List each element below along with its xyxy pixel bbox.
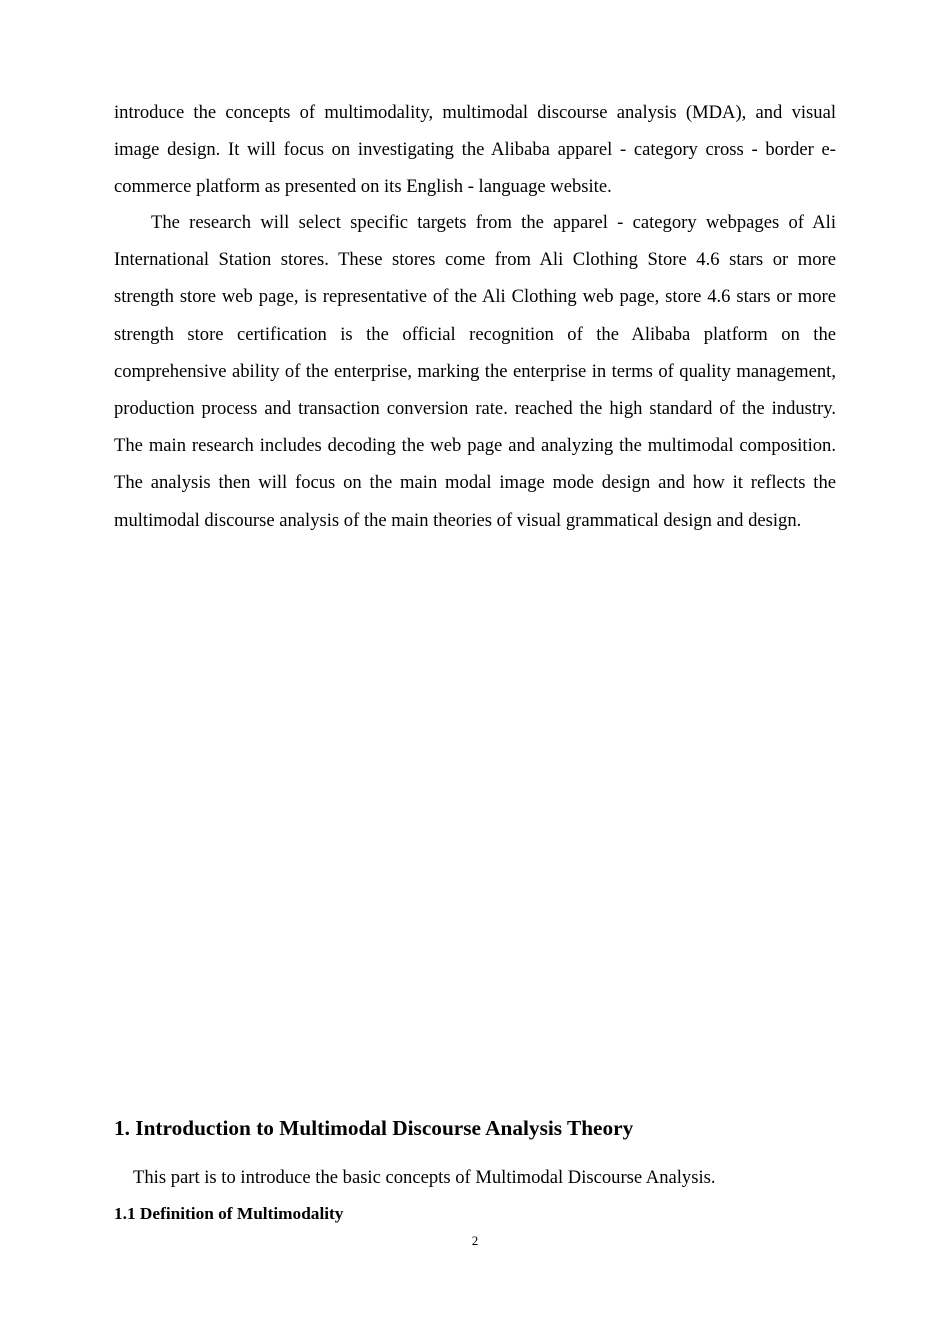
- page-number: 2: [471, 1233, 479, 1248]
- body-paragraph-1: introduce the concepts of multimodality, multimodal discourse analysis (MDA), and visual image design. It will focus on investigating the Alibaba apparel - category cross - border e-commerce platform as presented on its English - language website.: [114, 102, 836, 198]
- section-intro-text: This part is to introduce the basic concepts of Multimodal Discourse Analysis.: [133, 1167, 716, 1188]
- subsection-heading: 1.1 Definition of Multimodality: [114, 1204, 344, 1223]
- section-heading: 1. Introduction to Multimodal Discourse Analysis Theory: [114, 1116, 634, 1140]
- body-paragraph-2: The research will select specific targets from the apparel - category webpages of Ali International Station stores. These stores come from Ali Clothing Store 4.6 stars or more strength store web page, is representative of the Ali Clothing web page, store 4.6 stars or more strength store certification is the official recognition of the Alibaba platform on the comprehensive ability of the enterprise, marking the enterprise in terms of quality management, production process and transaction conversion rate. reached the high standard of the industry. The main research includes decoding the web page and analyzing the multimodal composition. The analysis then will focus on the main modal image mode design and how it reflects the multimodal discourse analysis of the main theories of visual grammatical design and design.: [114, 212, 836, 531]
